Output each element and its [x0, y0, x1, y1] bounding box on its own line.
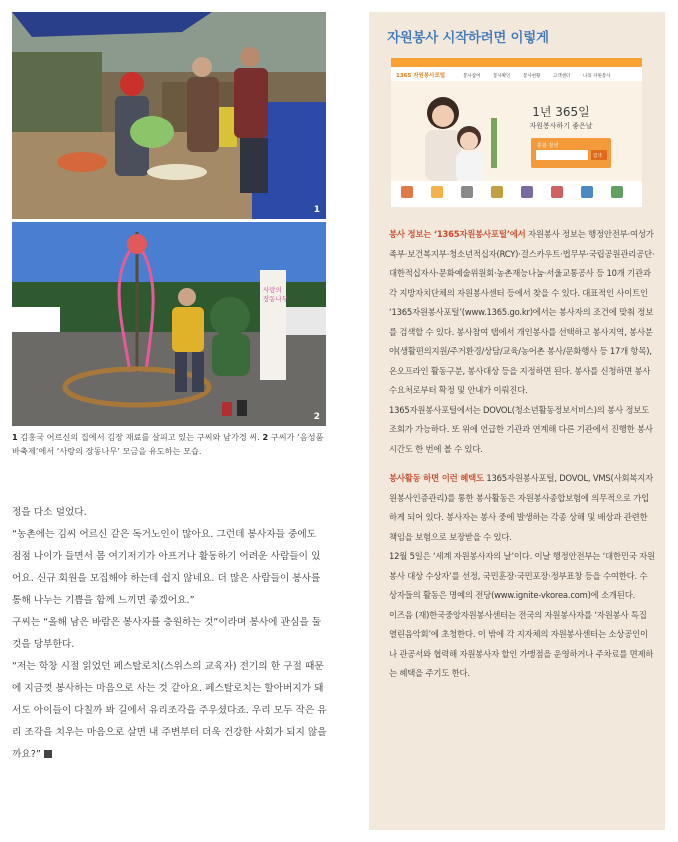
portal-menu-item: 봉사확인 — [493, 74, 511, 79]
sidebar-paragraph: 1365자원봉사포털에서는 DOVOL(청소년활동정보서비스)의 봉사 정보도 조회가 가능하다. 또 위에 언급한 기관과 연계해 다른 기관에서 진행한 봉사 시간도 한 번에 볼 수 있다. — [389, 404, 653, 454]
photo-kimjang — [12, 12, 326, 219]
sidebar-paragraph — [389, 469, 655, 547]
portal-logo: 1365 자원봉사포털 — [396, 73, 446, 79]
caption-number: 2 — [262, 432, 269, 442]
photo-kimjang-image — [12, 12, 326, 219]
portal-search-label: 통합 검색 — [537, 143, 558, 149]
article-body — [12, 502, 327, 766]
photo-festival — [12, 222, 326, 426]
portal-menu-item: 봉사참여 — [463, 74, 481, 79]
portal-menu-item: 나의 자원봉사 — [583, 74, 611, 79]
photo-number-badge: 1 — [313, 205, 320, 215]
sidebar-title: 자원봉사 시작하려면 이렇게 — [387, 30, 549, 46]
body-paragraph: 구씨는 “올해 남은 바람은 봉사자를 충원하는 것”이라며 봉사에 관심을 둘 것을 당부한다. — [12, 617, 322, 650]
caption-number: 1 — [12, 432, 18, 442]
portal-screenshot — [391, 58, 642, 207]
sidebar-paragraph: 이즈음 (재)한국중앙자원봉사센터는 전국의 자원봉사자를 ‘자원봉사 특집 열린음악회’에 초청한다. 이 밖에 각 지자체의 자원봉사센터는 소상공인이나 관공서와 협력해 자원봉사자 할인 가맹점을 운영하거나 주차료를 면제하는 혜택을 주기도 한다. — [389, 609, 654, 678]
body-paragraph: “농촌에는 김씨 어르신 같은 독거노인이 많아요. 그런데 봉사자들 중에도 점점 나이가 들면서 몸 여기저기가 아프거나 활동하기 어려운 사람들이 있어요. 신규 회원을 모집해야 하는데 쉽지 않네요. 더 많은 사람들이 봉사를 통해 나누는 기쁨을 함께 느끼면 좋겠어요.” — [12, 529, 321, 606]
body-paragraph: 정을 다소 덜었다. — [12, 507, 87, 518]
photo-number-badge: 2 — [313, 412, 320, 422]
section-lead: 봉사 정보는 ‘1365자원봉사포털’에서 — [389, 229, 526, 239]
body-paragraph-text: “저는 학창 시절 읽었던 페스탈로치(스위스의 교육자) 전기의 한 구절 때문에 지금껏 봉사하는 마음으로 사는 것 같아요. 페스탈로치는 할아버지가 돼서도 아이들이 다칠까 봐 길에서 유리조각을 주우셨다죠. 우리 모두 작은 유리 조각을 치우는 마음으로 살면 내 주변부터 더욱 건강한 사회가 되지 않을까요?” — [12, 661, 327, 760]
portal-search-button: 검색 — [593, 154, 602, 159]
portal-menu-item: 봉사현황 — [523, 74, 541, 79]
body-paragraph — [12, 656, 327, 766]
photo-caption — [12, 430, 330, 458]
caption-text: 구씨가 ‘음성품바축제’에서 ‘사랑의 장동나무’ 모금을 유도하는 모습. — [12, 432, 324, 456]
section-gap — [389, 459, 655, 469]
caption-text: 김홍국 어르신의 집에서 김장 재료를 살피고 있는 구씨와 남가경 씨. — [17, 432, 263, 442]
portal-hero-line2: 자원봉사하기 좋은날 — [529, 122, 593, 130]
festival-sign-line1: 사랑의 — [263, 286, 282, 294]
photo-festival-image — [12, 222, 326, 426]
sidebar-box — [369, 12, 665, 830]
sidebar-paragraph — [389, 225, 655, 401]
portal-hero-line1: 1년 365일 — [532, 105, 590, 119]
end-of-article-icon — [44, 750, 52, 758]
sidebar-paragraph-text: 자원봉사 정보는 행정안전부·여성가족부·보건복지부·청소년적십자(RCY)·걸스카우트·법무부·국립공원관리공단·대한적십자사·문화예술위원회·농촌재능나눔·서울교통공사 등 10개 기관과 각 지방자치단체의 자원봉사센터 등에서 찾을 수 있다. 대표적인 사이트인 ‘1365자원봉사포털’(www.1365.go.kr)에서는 봉사자의 조건에 맞춰 정보를 검색할 수 있다. 봉사참여 탭에서 개인봉사를 선택하고 봉사지역, 봉사분야(생활편의지원/주거환경/상담/교육/농어촌 봉사/문화행사 등 17개 항목), 온오프라인 활동구분, 봉사대상 등을 지정하면 된다. 봉사를 신청하면 봉사 수요처로부터 확정 및 안내가 이뤄진다. — [389, 229, 655, 395]
section-lead: 봉사활동 하면 이런 혜택도 — [389, 473, 484, 483]
sidebar-text — [389, 225, 655, 684]
festival-sign-line2: 장동나무 — [263, 295, 289, 303]
sidebar-paragraph: 12월 5일은 ‘세계 자원봉사자의 날’이다. 이날 행정안전부는 ‘대한민국 자원봉사 대상 수상자’를 선정, 국민훈장·국민포장·정부표창 등을 수여한다. 수상자들의 활동은 명예의 전당(www.ignite-vkorea.com)에 소개된다. — [389, 551, 655, 600]
portal-menu-item: 고객센터 — [553, 74, 571, 79]
sidebar-paragraph-text: 1365자원봉사포털, DOVOL, VMS(사회복지자원봉사인증관리)를 통한 봉사활동은 자원봉사종합보험에 의무적으로 가입하게 되어 있다. 봉사자는 봉사 중에 발생하는 각종 상해 및 배상과 관련한 책임을 보험으로 보장받을 수 있다. — [389, 473, 654, 542]
portal-screenshot-image — [391, 58, 642, 207]
